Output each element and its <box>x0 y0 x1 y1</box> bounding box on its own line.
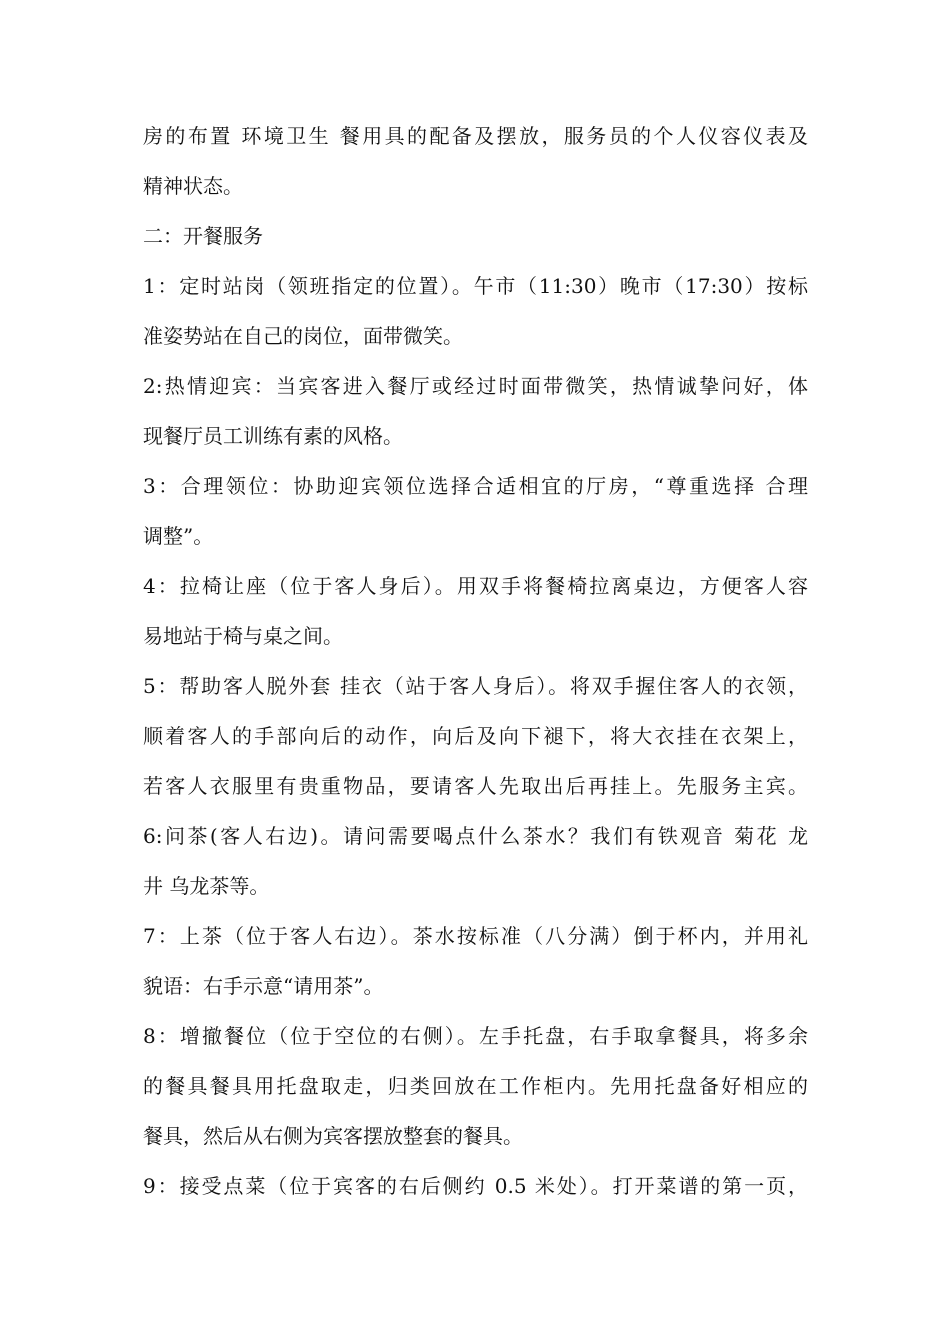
text-line: 貌语：右手示意“请用茶”。 <box>143 974 384 998</box>
text-line: 若客人衣服里有贵重物品，要请客人先取出后再挂上。先服务主宾。 <box>143 774 808 798</box>
text-line: 精神状态。 <box>143 174 243 198</box>
text-line: 5：帮助客人脱外套 挂衣（站于客人身后）。将双手握住客人的衣领， <box>143 674 808 698</box>
text-line: 准姿势站在自己的岗位，面带微笑。 <box>143 324 463 348</box>
text-line: 二：开餐服务 <box>143 224 263 248</box>
text-line: 1：定时站岗（领班指定的位置）。午市（11:30）晚市（17:30）按标 <box>143 274 808 298</box>
text-line: 房的布置 环境卫生 餐用具的配备及摆放，服务员的个人仪容仪表及 <box>143 124 808 148</box>
text-line: 调整”。 <box>143 524 214 548</box>
text-line: 4：拉椅让座（位于客人身后）。用双手将餐椅拉离桌边，方便客人容 <box>143 574 808 598</box>
body-text <box>143 111 808 1211</box>
text-line: 易地站于椅与桌之间。 <box>143 624 343 648</box>
text-line: 井 乌龙茶等。 <box>143 874 270 898</box>
text-line: 现餐厅员工训练有素的风格。 <box>143 424 403 448</box>
text-line: 的餐具餐具用托盘取走，归类回放在工作柜内。先用托盘备好相应的 <box>143 1074 808 1098</box>
text-line: 顺着客人的手部向后的动作，向后及向下褪下，将大衣挂在衣架上， <box>143 724 808 748</box>
text-line: 6:问茶(客人右边)。请问需要喝点什么茶水？我们有铁观音 菊花 龙 <box>143 824 808 848</box>
text-line: 餐具，然后从右侧为宾客摆放整套的餐具。 <box>143 1124 523 1148</box>
text-line: 9：接受点菜（位于宾客的右后侧约 0.5 米处）。打开菜谱的第一页， <box>143 1174 808 1198</box>
text-line: 7：上茶（位于客人右边）。茶水按标准（八分满）倒于杯内，并用礼 <box>143 924 808 948</box>
text-line: 3：合理领位：协助迎宾领位选择合适相宜的厅房，“尊重选择 合理 <box>143 474 808 498</box>
text-line: 2:热情迎宾：当宾客进入餐厅或经过时面带微笑，热情诚挚问好，体 <box>143 374 808 398</box>
text-line: 8：增撤餐位（位于空位的右侧）。左手托盘，右手取拿餐具，将多余 <box>143 1024 808 1048</box>
